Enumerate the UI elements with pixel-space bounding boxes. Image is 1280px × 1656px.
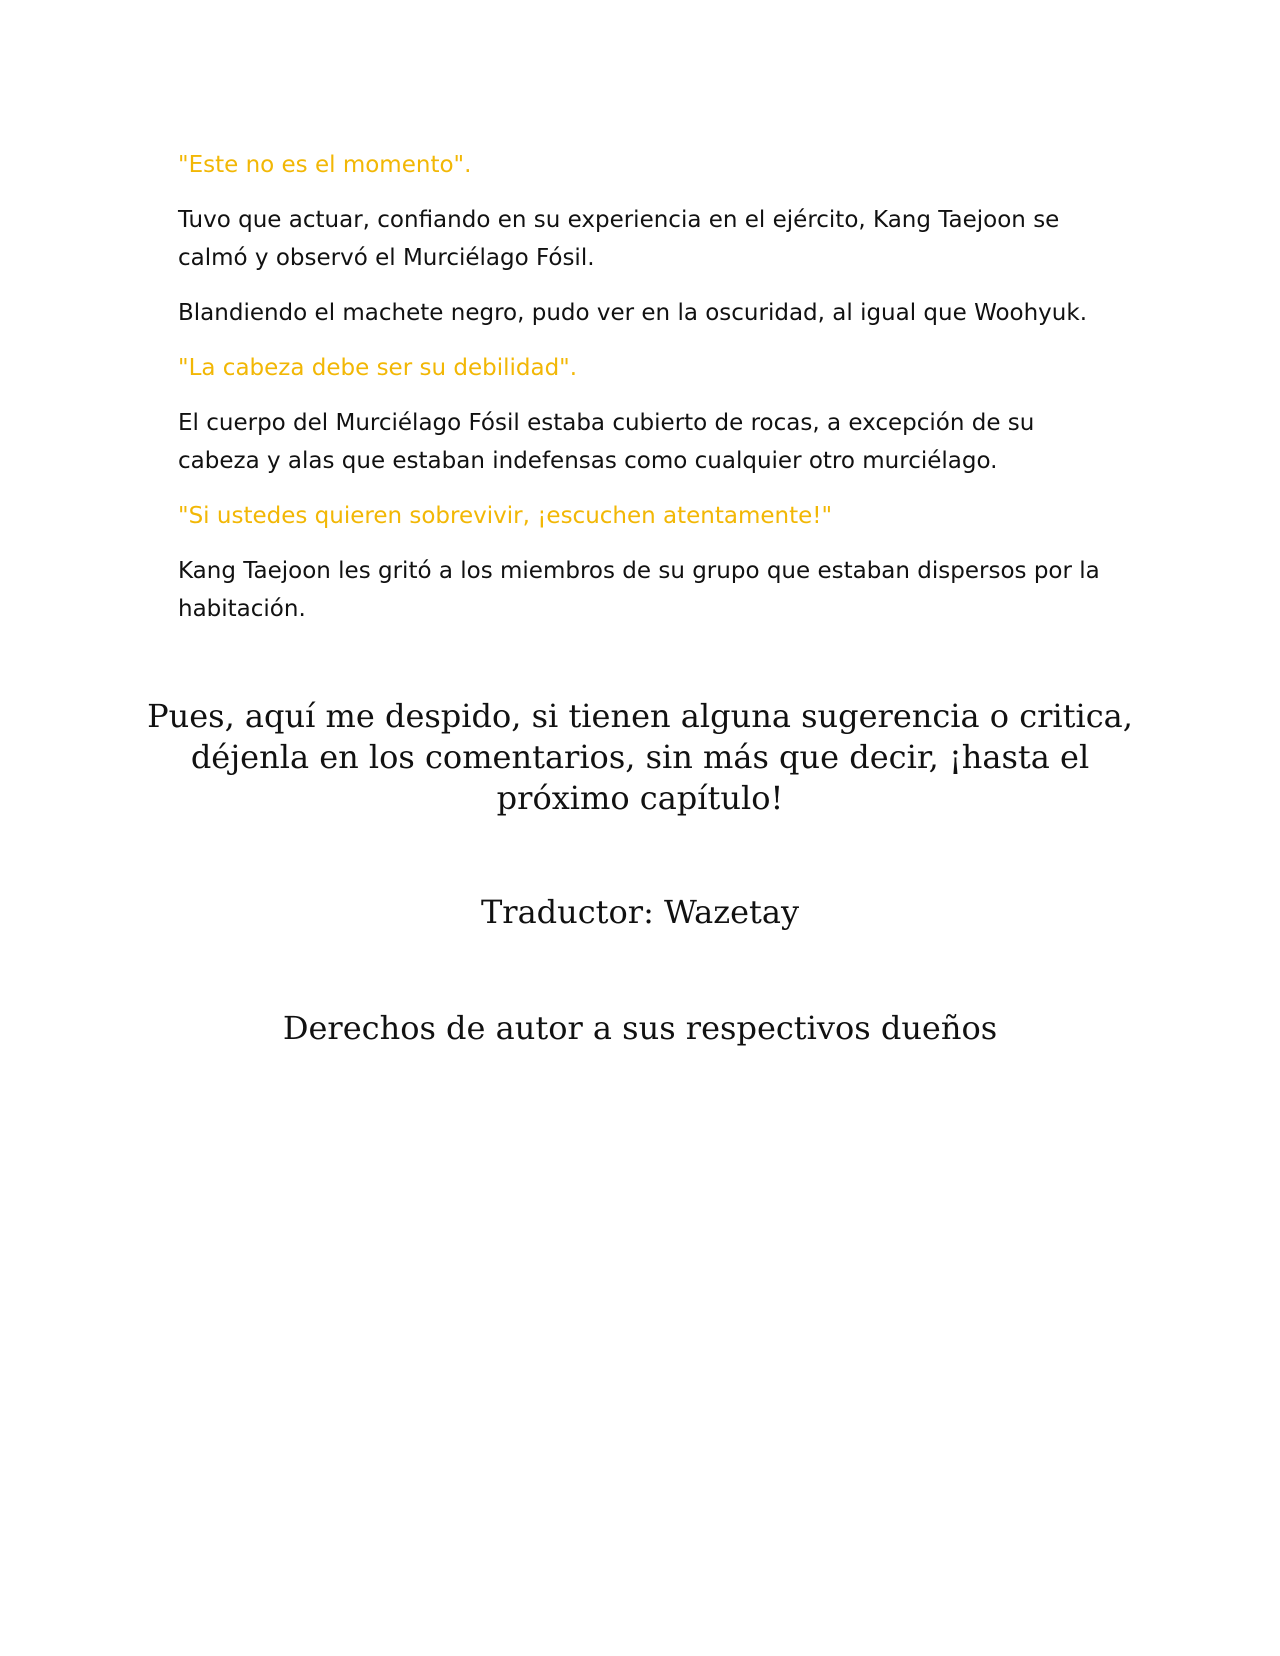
narration-paragraph: Tuvo que actuar, confiando en su experiencia en el ejército, Kang Taejoon se calmó y observó el Murciélago Fósil. — [178, 207, 1060, 271]
narration-paragraph: Kang Taejoon les gritó a los miembros de su grupo que estaban dispersos por la habitación. — [178, 558, 1100, 622]
farewell-note: Pues, aquí me despido, si tienen alguna sugerencia o critica, déjenla en los comentarios, sin más que decir, ¡hasta el próximo capítulo! — [147, 697, 1133, 817]
narration-paragraph: El cuerpo del Murciélago Fósil estaba cubierto de rocas, a excepción de su cabeza y alas que estaban indefensas como cualquier otro murciélago. — [178, 410, 1035, 474]
story-text — [178, 146, 1118, 645]
dialogue-line: "Este no es el momento". — [178, 152, 472, 178]
narration-paragraph: Blandiendo el machete negro, pudo ver en la oscuridad, al igual que Woohyuk. — [178, 300, 1088, 326]
copyright-notice: Derechos de autor a sus respectivos dueños — [282, 1009, 998, 1047]
translator-credit: Traductor: Wazetay — [480, 893, 800, 931]
dialogue-line: "Si ustedes quieren sobrevivir, ¡escuchen atentamente!" — [178, 503, 833, 529]
dialogue-line: "La cabeza debe ser su debilidad". — [178, 355, 578, 381]
